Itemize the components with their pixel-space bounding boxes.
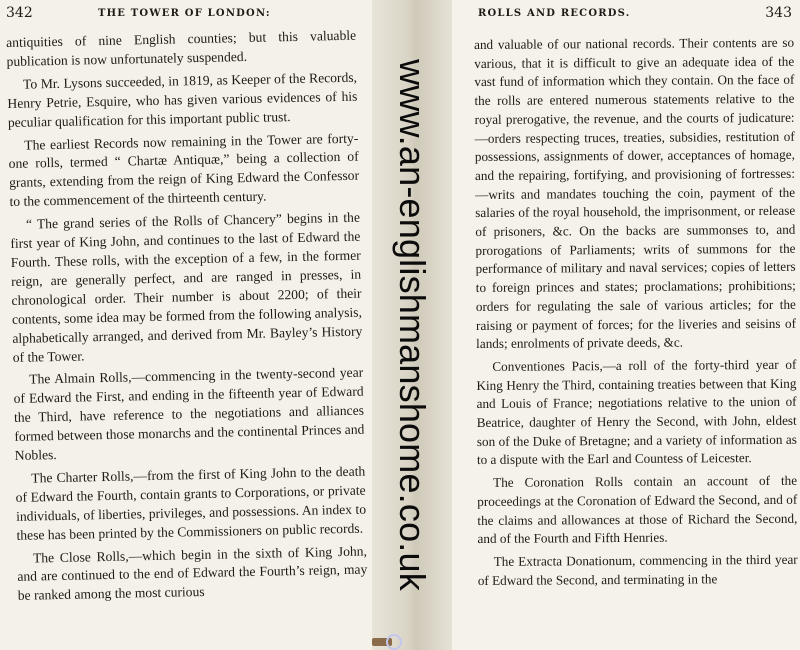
paragraph: The Extracta Donationum, commencing in the third year of Edward the Second, and terminating in the: [477, 551, 798, 588]
left-page-body: [6, 27, 368, 610]
paragraph: The Almain Rolls,—commencing in the twenty-second year of Edward the First, and ending in the fifteenth year of Edward the Third, have reference to the negotiations and alliances formed between those monarchs and the continental Princes and Nobles.: [13, 365, 365, 463]
paragraph: The Charter Rolls,—from the first of King John to the death of Edward the Fourth, contain grants to Corporations, or private individuals, of liberties, privileges, and possessions. An index to these has been printed by the Commissioners on public records.: [15, 463, 367, 543]
watermark-url: www.an-englishmanshome.co.uk: [392, 59, 433, 591]
paragraph: To Mr. Lysons succeeded, in 1819, as Keeper of the Records, Henry Petrie, Esquire, who has given various evidences of his peculiar qualification for this important public trust.: [7, 69, 358, 130]
paragraph: antiquities of nine English counties; but this valuable publication is now unfortunately suspended.: [6, 27, 357, 69]
paragraph: The Close Rolls,—which begin in the sixth of King John, and are continued to the end of Edward the Fourth’s reign, may be ranked among the most curious: [17, 543, 368, 604]
page-number-right: 343: [765, 5, 792, 21]
left-page: [0, 0, 372, 650]
paragraph: and valuable of our national records. Their contents are so various, that it is difficult to give an adequate idea of the vast fund of information which they contain. On the face of the rolls are entered numerous statements relative to the royal prerogative, the revenue, and the courts of judicature:—orders respecting truces, treaties, subsidies, restitution of possessions, assignments of dower, acceptances of homage, and the repairing, fortifying, and provisioning of fortresses:—writs and mandates touching the coin, payment of the salaries of the royal household, the imprisonment, or release of prisoners, &c. On the backs are summonses to, and prorogations of Parliaments; writs of summons for the performance of military and naval services; copies of letters to foreign princes and states; proclamations; prohibitions; orders for regulating the sale of various articles; for the raising or payment of forces; for the liveries and seisins of lands; enrolments of private deeds, &c.: [474, 34, 797, 352]
paragraph: “ The grand series of the Rolls of Chancery” begins in the first year of King John, and continues to the last of Edward the Fourth. These rolls, with the exception of a few, in the former reign, are generally perfect, and are ranged in presses, in chronological order. Their number is about 2200; of their contents, some idea may be formed from the following analysis, alphabetically arranged, and derived from Mr. Bayley’s History of the Tower.: [10, 209, 363, 365]
page-number-left: 342: [6, 5, 33, 21]
site-logo-icon: [386, 634, 402, 650]
running-head-left: THE TOWER OF LONDON:: [98, 8, 271, 19]
paragraph: The Coronation Rolls contain an account of the proceedings at the Coronation of Edward the Second, and of the claims and allowances at those of Richard the Second, and of the Fourth and Fifth Henries.: [477, 472, 798, 547]
running-head-right: ROLLS AND RECORDS.: [478, 8, 631, 19]
right-page: [452, 0, 800, 650]
paragraph: The earliest Records now remaining in the Tower are forty-one rolls, termed “ Chartæ Antiquæ,” being a collection of grants, extending from the reign of King Edward the Confessor to the commencement of the thirteenth century.: [8, 130, 360, 210]
right-page-body: [474, 34, 798, 595]
paragraph: Conventiones Pacis,—a roll of the forty-third year of King Henry the Third, containing treaties between that King and Louis of France; negotiations relative to the union of Beatrice, daughter of Henry the Second, with John, eldest son of the Duke of Bretagne; and a variety of information as to a dispute with the Earl and Countess of Leicester.: [476, 356, 797, 468]
